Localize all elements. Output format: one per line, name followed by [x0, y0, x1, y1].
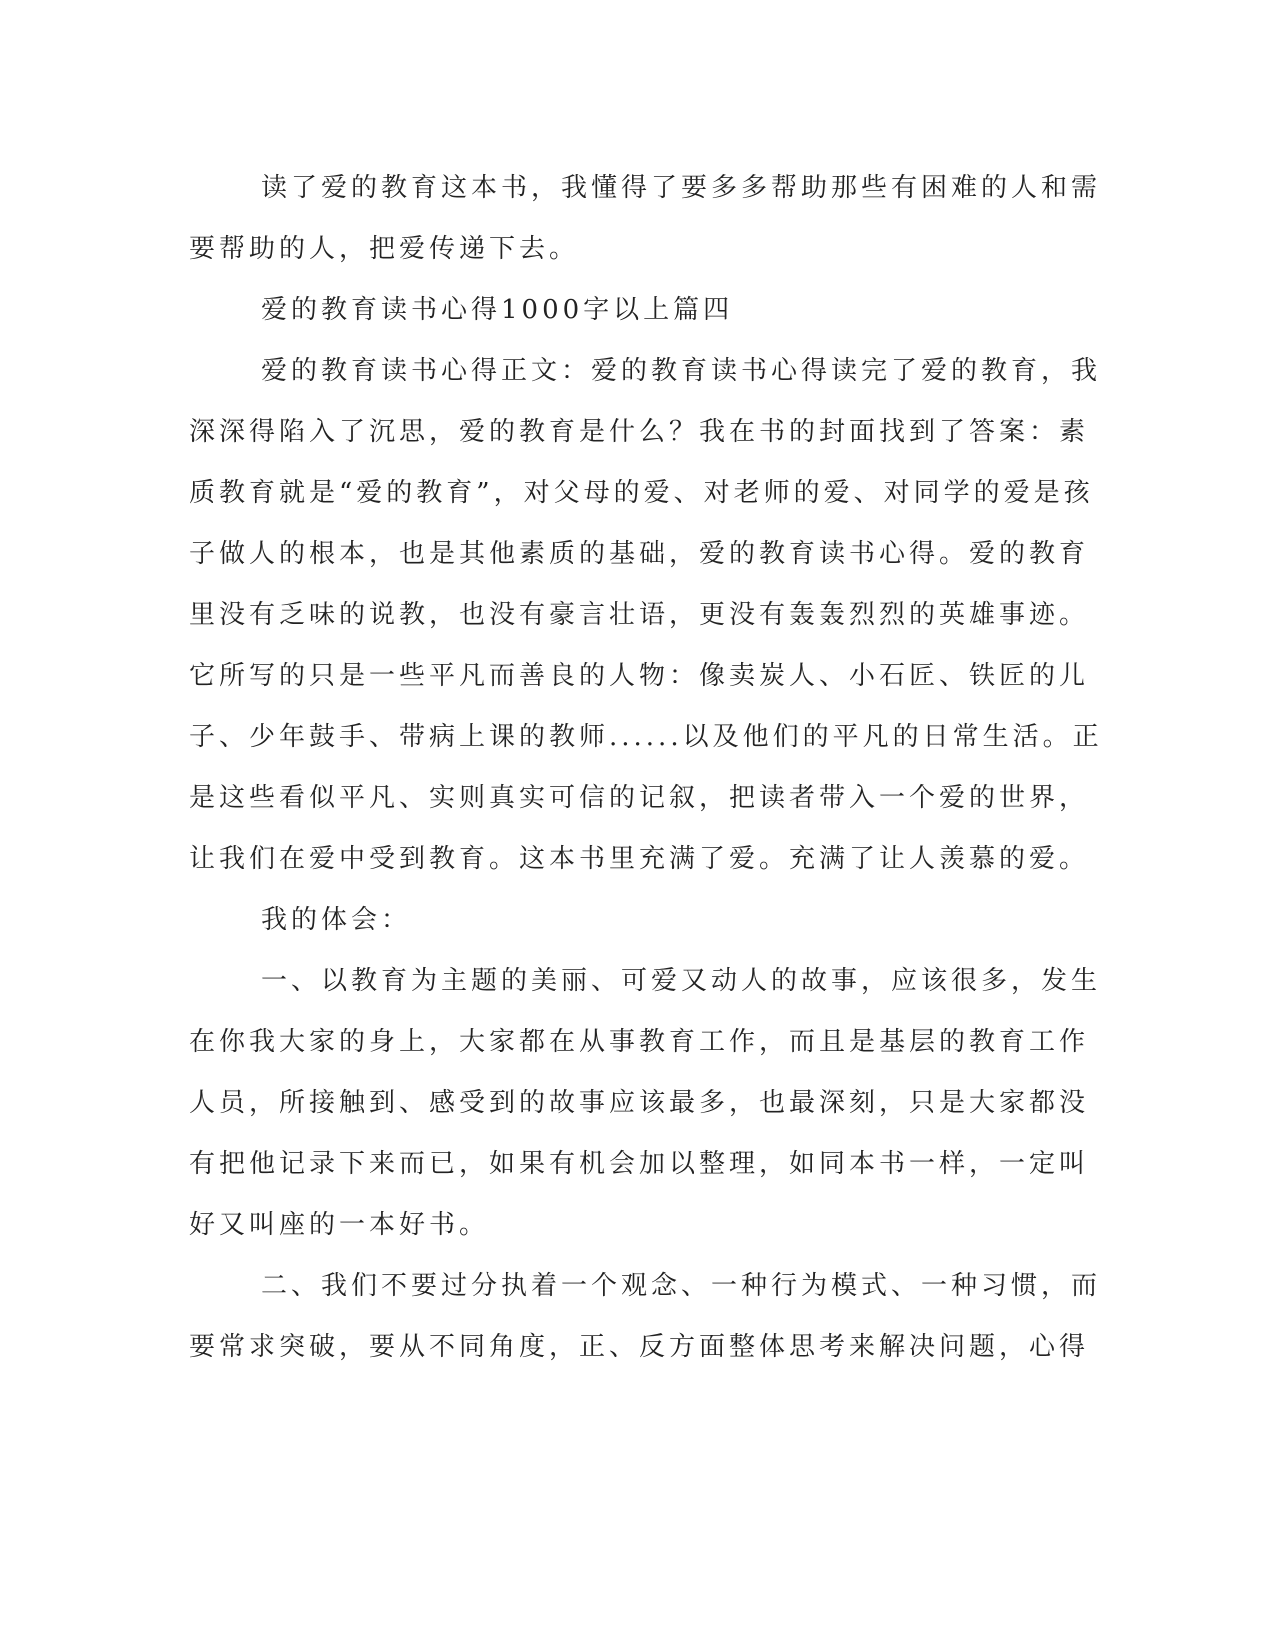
text-line: 深深得陷入了沉思，爱的教育是什么？我在书的封面找到了答案：素: [189, 417, 1090, 447]
text-line: 要帮助的人，把爱传递下去。: [189, 234, 580, 264]
text-line: 质教育就是“爱的教育”，对父母的爱、对老师的爱、对同学的爱是孩: [189, 478, 1094, 508]
paragraph: [189, 890, 1069, 951]
document-body: [189, 158, 1103, 1378]
text-line: 我的体会：: [261, 905, 412, 935]
paragraph: [189, 951, 1102, 1256]
text-line: 子做人的根本，也是其他素质的基础，爱的教育读书心得。爱的教育: [189, 539, 1090, 569]
text-line: 让我们在爱中受到教育。这本书里充满了爱。充满了让人羡慕的爱。: [189, 844, 1090, 874]
text-line: 子、少年鼓手、带病上课的教师......以及他们的平凡的日常生活。正: [189, 722, 1103, 752]
text-line: 里没有乏味的说教，也没有豪言壮语，更没有轰轰烈烈的英雄事迹。: [189, 600, 1090, 630]
paragraph: [189, 1256, 1102, 1378]
text-line: 好又叫座的一本好书。: [189, 1210, 490, 1240]
text-line: 爱的教育读书心得1000字以上篇四: [261, 295, 734, 325]
paragraph: [189, 158, 1102, 280]
text-line: 它所写的只是一些平凡而善良的人物：像卖炭人、小石匠、铁匠的儿: [189, 661, 1090, 691]
text-line: 爱的教育读书心得正文：爱的教育读书心得读完了爱的教育，我: [261, 356, 1102, 386]
paragraph: [189, 341, 1103, 890]
text-line: 人员，所接触到、感受到的故事应该最多，也最深刻，只是大家都没: [189, 1088, 1090, 1118]
section-heading: [189, 280, 1069, 341]
text-line: 读了爱的教育这本书，我懂得了要多多帮助那些有困难的人和需: [261, 173, 1102, 203]
text-line: 二、我们不要过分执着一个观念、一种行为模式、一种习惯，而: [261, 1271, 1102, 1301]
text-line: 要常求突破，要从不同角度，正、反方面整体思考来解决问题，心得: [189, 1332, 1090, 1362]
text-line: 有把他记录下来而已，如果有机会加以整理，如同本书一样，一定叫: [189, 1149, 1090, 1179]
text-line: 在你我大家的身上，大家都在从事教育工作，而且是基层的教育工作: [189, 1027, 1090, 1057]
text-line: 是这些看似平凡、实则真实可信的记叙，把读者带入一个爱的世界，: [189, 783, 1090, 813]
text-line: 一、以教育为主题的美丽、可爱又动人的故事，应该很多，发生: [261, 966, 1102, 996]
